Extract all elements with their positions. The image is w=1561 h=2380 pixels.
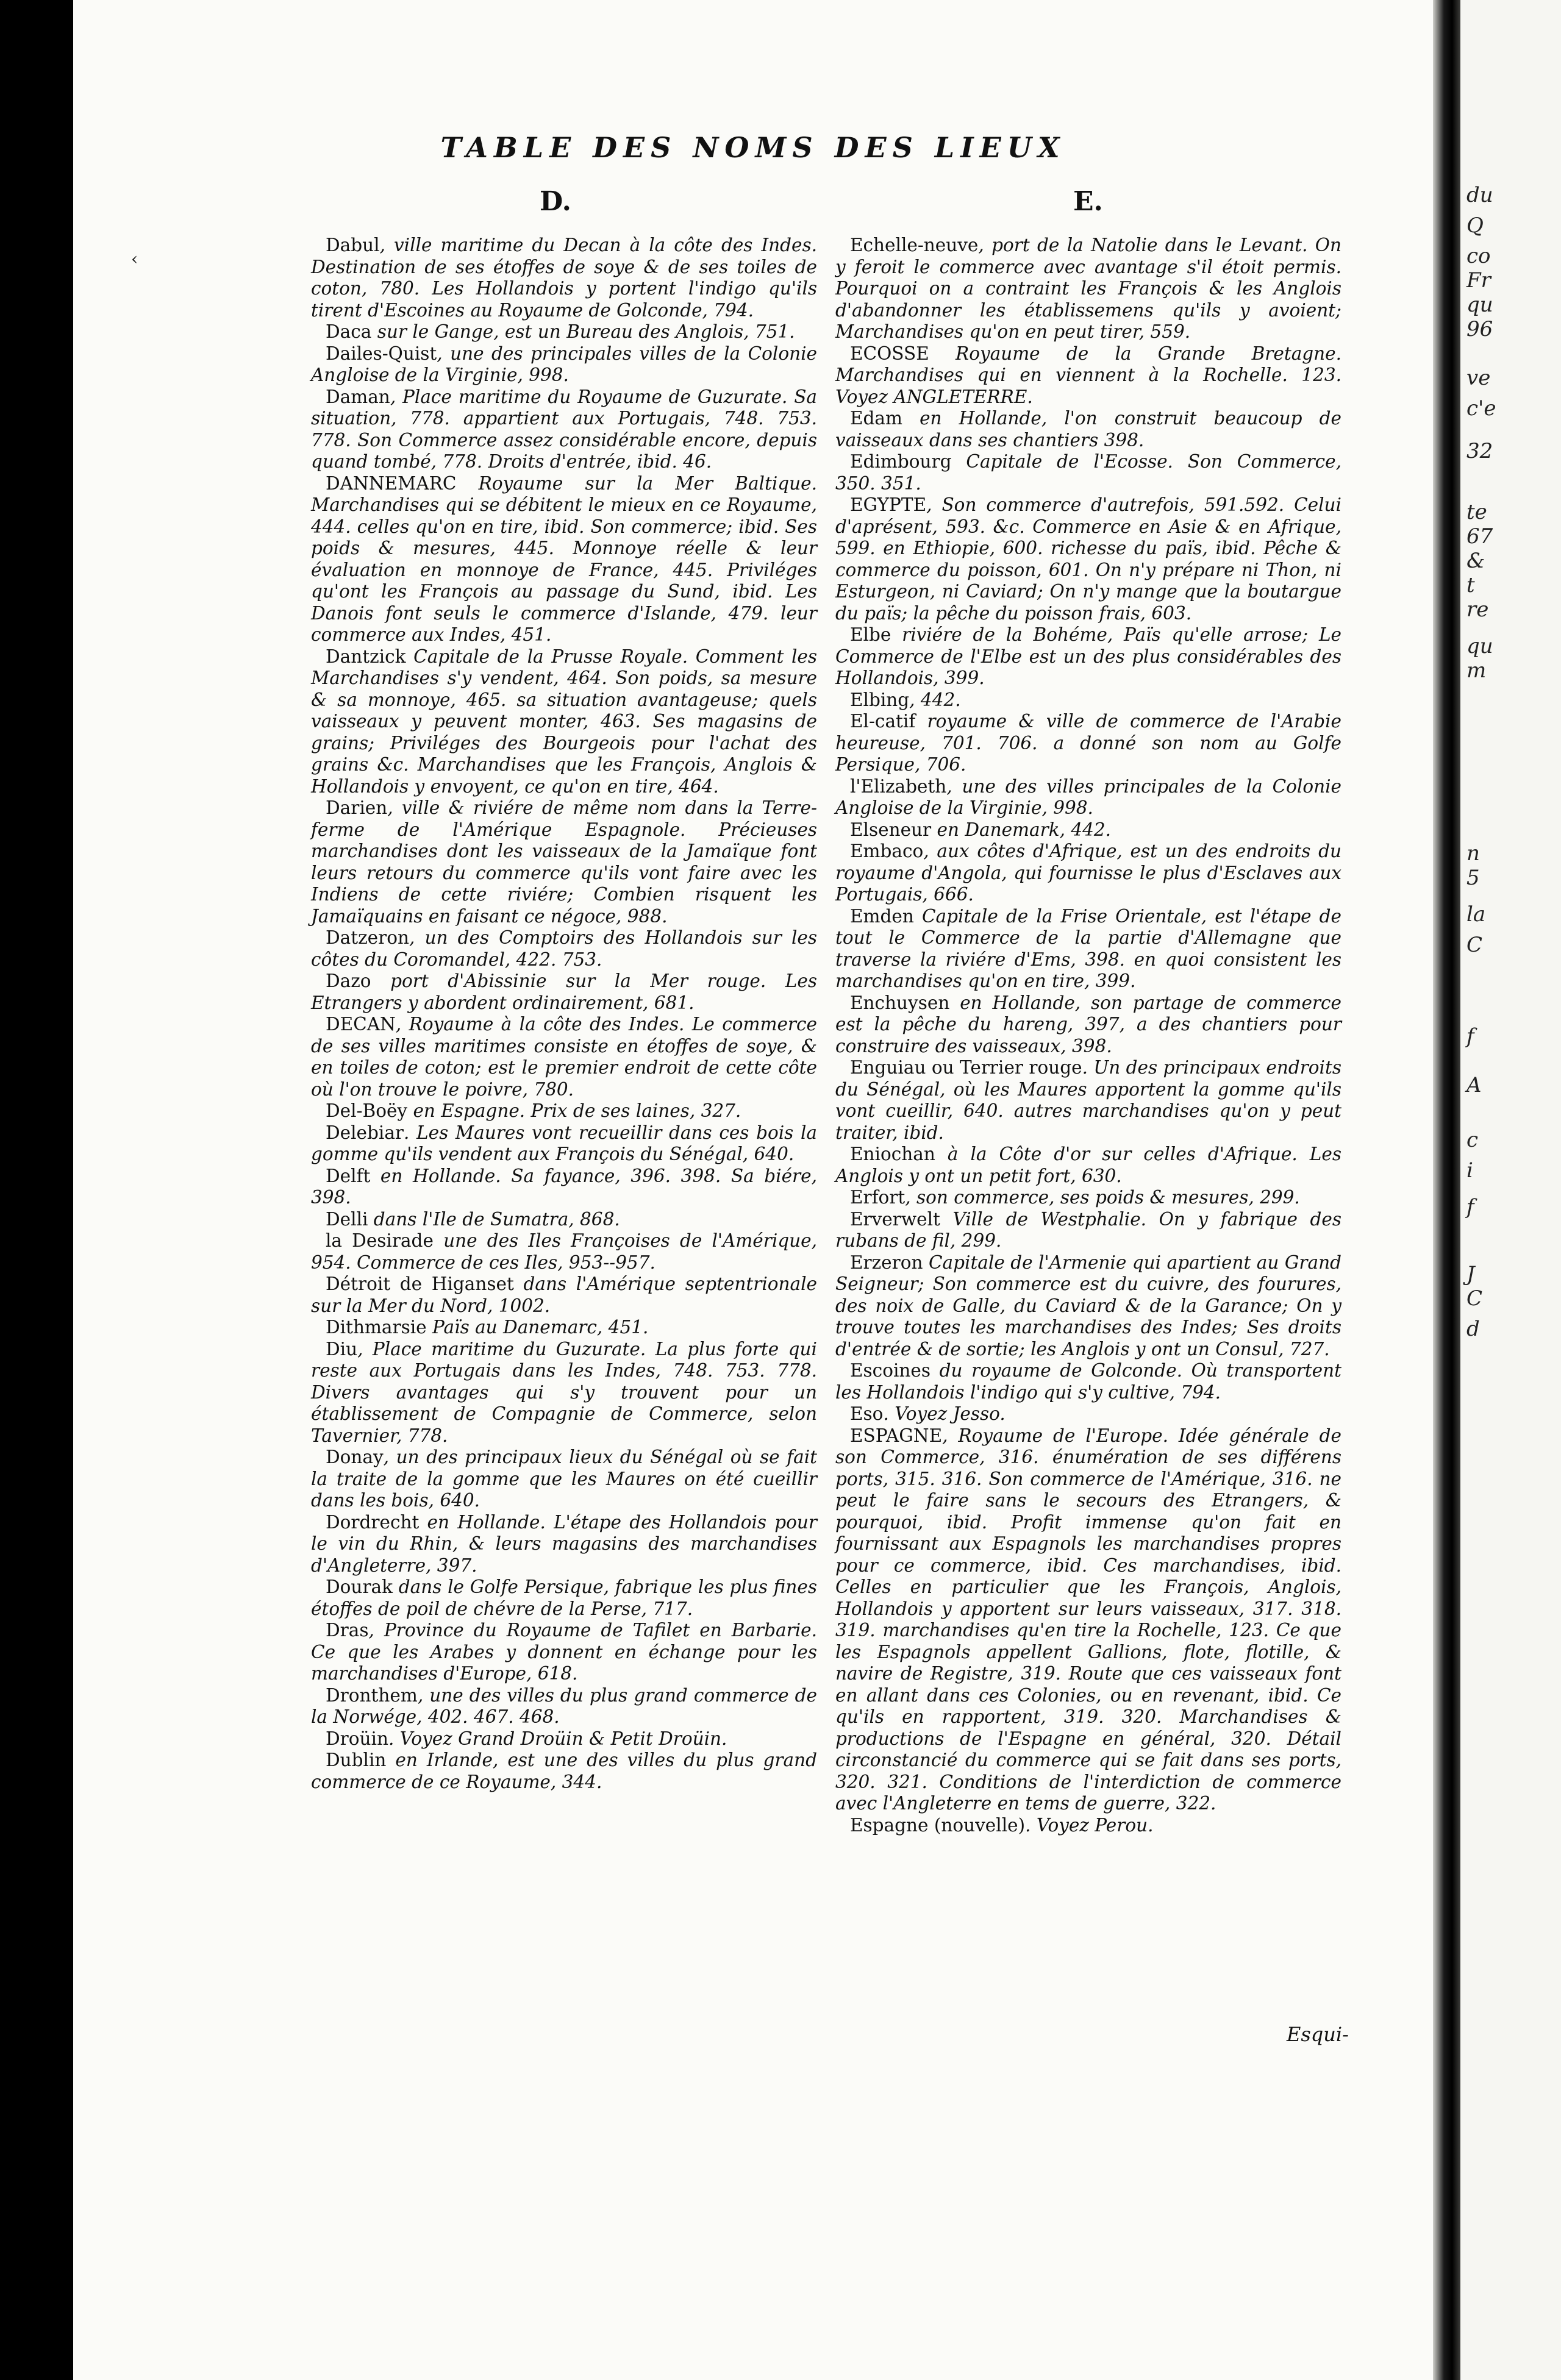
index-entry bbox=[311, 387, 817, 473]
next-page-fragment: c'e bbox=[1466, 396, 1496, 421]
entry-description: , port de la Natolie dans le Levant. On y feroit le commerce avec avantage s'il étoit permis. Pourquoi on a contraint les François & les Anglois d'abandonner les établissemens qu'ils y avoient; Marchandises qu'on en peut tirer, 559. bbox=[835, 235, 1341, 342]
entry-keyword: Dublin bbox=[326, 1750, 387, 1770]
index-column-d bbox=[311, 235, 817, 1793]
entry-description: , une des villes du plus grand commerce de la Norwége, 402. 467. 468. bbox=[311, 1684, 817, 1727]
entry-description: dans le Golfe Persique, fabrique les plus fines étoffes de poil de chévre de la Perse, 717. bbox=[311, 1577, 817, 1619]
entry-description: à la Côte d'or sur celles d'Afrique. Les Anglois y ont un petit fort, 630. bbox=[835, 1144, 1341, 1186]
next-page-edge bbox=[1460, 0, 1561, 2380]
index-entry bbox=[835, 1187, 1341, 1209]
entry-description: en Danemark, 442. bbox=[931, 819, 1112, 840]
next-page-fragment: qu bbox=[1466, 634, 1493, 658]
entry-description: en Espagne. Prix de ses laines, 327. bbox=[407, 1100, 741, 1121]
entry-keyword: Elbing bbox=[850, 689, 910, 710]
entry-description: en Irlande, est une des villes du plus grand commerce de ce Royaume, 344. bbox=[311, 1750, 817, 1792]
index-entry bbox=[835, 841, 1341, 906]
index-entry bbox=[835, 1252, 1341, 1361]
entry-description: , Royaume à la côte des Indes. Le commerce de ses villes maritimes consiste en étoffes de soye, & en toiles de coton; est le premier endroit de cette côte où l'on trouve le poivre, 780. bbox=[311, 1014, 817, 1100]
index-entry bbox=[311, 1166, 817, 1209]
entry-keyword: EGYPTE bbox=[850, 494, 927, 515]
entry-keyword: Dazo bbox=[326, 971, 371, 991]
index-entry bbox=[835, 235, 1341, 343]
entry-description: port d'Abissinie sur la Mer rouge. Les Etrangers y abordent ordinairement, 681. bbox=[311, 971, 817, 1013]
entry-keyword: Echelle-neuve bbox=[850, 235, 979, 255]
index-entry bbox=[835, 992, 1341, 1058]
entry-keyword: Espagne (nouvelle) bbox=[850, 1814, 1026, 1836]
entry-keyword: Delebiar bbox=[326, 1122, 404, 1143]
entry-description: riviére de la Bohéme, Païs qu'elle arrose; Le Commerce de l'Elbe est un des plus considérables des Hollandois, 399. bbox=[835, 624, 1341, 688]
entry-description: Royaume sur la Mer Baltique. Marchandises qui se débitent le mieux en ce Royaume, 444. celles qu'on en tire, ibid. Son commerce; ibid. Ses poids & mesures, 445. Monnoye réelle & leur évaluation en monnoye de France, 445. Priviléges qu'ont les François au passage du Sund, ibid. Les Danois font seuls le commerce d'Islande, 479. leur commerce aux Indes, 451. bbox=[311, 472, 817, 645]
next-page-fragment: Q bbox=[1466, 213, 1484, 238]
next-page-fragment: A bbox=[1466, 1073, 1482, 1097]
entry-description: , un des principaux lieux du Sénégal où se fait la traite de la gomme que les Maures on été cueillir dans les bois, 640. bbox=[311, 1447, 817, 1511]
page-gutter bbox=[1433, 0, 1460, 2380]
entry-description: Capitale de la Prusse Royale. Comment les Marchandises s'y vendent, 464. Son poids, sa mesure & sa monnoye, 465. sa situation avantageuse; quels vaisseaux y peuvent monter, 463. Ses magasins de grains; Priviléges des Bourgeois pour l'achat des grains &c. Marchandises que les François, Anglois & Hollandois y envoyent, ce qu'on en tire, 464. bbox=[311, 646, 817, 797]
next-page-fragment: m bbox=[1466, 658, 1487, 683]
entry-keyword: Daman bbox=[326, 386, 390, 407]
entry-description: une des Iles Françoises de l'Amérique, 954. Commerce de ces Iles, 953--957. bbox=[311, 1230, 817, 1273]
next-page-fragment: n bbox=[1466, 841, 1480, 866]
entry-description: , son commerce, ses poids & mesures, 299. bbox=[905, 1187, 1300, 1208]
running-head: TABLE DES NOMS DES LIEUX bbox=[440, 131, 1066, 164]
next-page-fragment: & bbox=[1466, 549, 1485, 573]
entry-description: , Royaume de l'Europe. Idée générale de son Commerce, 316. énumération de ses différens ports, 315. 316. Son commerce de l'Amérique, 316. ne peut le faire sans le secours des Etrangers, & pourquoi, ibid. Profit immense qu'on fait en fournissant aux Espagnols les marchandises propres pour ce commerce, ibid. Ces marchandises, ibid. Celles en particulier que les François, Anglois, Hollandois y apportent sur leurs vaisseaux, 317. 318. 319. marchandises qu'en tire la Rochelle, 123. Ce que les Espagnols appellent Gallions, flote, flotille, & navire de Registre, 319. Route que ces vaisseaux font en allant dans ces Colonies, ou en revenant, ibid. Ce qu'ils en rapportent, 319. 320. Marchandises & productions de l'Espagne en général, 320. Détail circonstancié du commerce qui se fait dans ses ports, 320. 321. Conditions de l'interdiction de commerce avec l'Angleterre en tems de guerre, 322. bbox=[835, 1425, 1341, 1814]
entry-keyword: Daca bbox=[326, 321, 372, 342]
index-entry bbox=[311, 1447, 817, 1512]
entry-keyword: Dourak bbox=[326, 1577, 393, 1597]
entry-description: en Hollande. Sa fayance, 396. 398. Sa biére, 398. bbox=[311, 1165, 817, 1208]
entry-keyword: ESPAGNE bbox=[850, 1425, 943, 1446]
next-page-fragment: 67 bbox=[1466, 524, 1493, 549]
entry-keyword: Dailes-Quist bbox=[326, 343, 437, 364]
entry-keyword: Delft bbox=[326, 1165, 371, 1186]
entry-description: . Les Maures vont recueillir dans ces bois la gomme qu'ils vendent aux François du Sénégal, 640. bbox=[311, 1122, 817, 1164]
next-page-fragment: f bbox=[1466, 1024, 1474, 1049]
entry-description: dans l'Amérique septentrionale sur la Mer du Nord, 1002. bbox=[311, 1274, 818, 1316]
index-entry bbox=[311, 797, 817, 927]
entry-description: , ville & riviére de même nom dans la Terre-ferme de l'Amérique Espagnole. Précieuses marchandises dont les vaisseaux de la Jamaïque font leurs retours du commerce qu'ils vont faire avec les Indiens de cette riviére; Combien risquent les Jamaïquains en faisant ce négoce, 988. bbox=[311, 797, 817, 927]
entry-keyword: Emden bbox=[850, 905, 914, 927]
entry-keyword: Erverwelt bbox=[850, 1208, 940, 1230]
next-page-fragment: la bbox=[1466, 902, 1486, 927]
index-entry bbox=[835, 1144, 1341, 1187]
next-page-fragment: du bbox=[1466, 183, 1493, 207]
index-entry bbox=[311, 1209, 817, 1231]
entry-description: , aux côtes d'Afrique, est un des endroits du royaume d'Angola, qui fournisse le plus d'Esclaves aux Portugais, 666. bbox=[835, 841, 1341, 905]
index-entry bbox=[311, 1728, 817, 1750]
entry-keyword: Datzeron bbox=[326, 927, 409, 948]
entry-description: Capitale de la Frise Orientale, est l'étape de tout le Commerce de la partie d'Allemagne que traverse la riviére d'Ems, 398. en quoi consistent les marchandises qu'on en tire, 399. bbox=[835, 905, 1341, 991]
entry-keyword: DANNEMARC bbox=[326, 472, 457, 494]
next-page-fragment: re bbox=[1466, 597, 1489, 622]
index-entry bbox=[311, 1620, 817, 1685]
index-entry bbox=[311, 1577, 817, 1620]
next-page-fragment: C bbox=[1466, 1286, 1483, 1311]
index-entry bbox=[835, 624, 1341, 689]
entry-description: , une des villes principales de la Colonie Angloise de la Virginie, 998. bbox=[835, 775, 1341, 818]
catchword: Esqui- bbox=[1287, 2023, 1349, 2046]
entry-keyword: Diu bbox=[326, 1338, 358, 1359]
entry-keyword: Del-Boëy bbox=[326, 1100, 408, 1121]
entry-keyword: Erfort bbox=[850, 1187, 906, 1208]
index-entry bbox=[835, 689, 1341, 711]
entry-keyword: Darien bbox=[326, 797, 388, 818]
entry-description: royaume & ville de commerce de l'Arabie heureuse, 701. 706. a donné son nom au Golfe Persique, 706. bbox=[835, 711, 1341, 775]
next-page-fragment: te bbox=[1466, 500, 1487, 524]
index-entry bbox=[311, 971, 817, 1014]
entry-keyword: Enguiau ou Terrier rouge bbox=[850, 1057, 1082, 1078]
next-page-fragment: c bbox=[1466, 1128, 1479, 1152]
entry-keyword: Dronthem bbox=[326, 1684, 418, 1706]
index-entry bbox=[835, 451, 1341, 494]
entry-keyword: Dras bbox=[326, 1620, 369, 1641]
index-entry bbox=[835, 906, 1341, 992]
entry-description: , Place maritime du Royaume de Guzurate. Sa situation, 778. appartient aux Portugais, 748. 753. 778. Son Commerce assez considérable encore, depuis quand tombé, 778. Droits d'entrée, ibid. 46. bbox=[311, 386, 817, 472]
entry-keyword: DECAN bbox=[326, 1014, 396, 1035]
entry-keyword: Dordrecht bbox=[326, 1511, 420, 1533]
entry-description: Royaume de la Grande Bretagne. Marchandises qui en viennent à la Rochelle. 123. Voyez ANGLETERRE. bbox=[835, 343, 1341, 407]
entry-description: , 442. bbox=[909, 689, 961, 710]
entry-keyword: Eniochan bbox=[850, 1144, 935, 1164]
next-page-fragment: t bbox=[1466, 573, 1475, 597]
index-entry bbox=[311, 1274, 817, 1317]
next-page-fragment: 5 bbox=[1466, 866, 1480, 890]
index-entry bbox=[835, 1057, 1341, 1144]
index-entry bbox=[835, 1209, 1341, 1252]
next-page-fragment: 96 bbox=[1466, 317, 1493, 341]
index-entry bbox=[311, 1512, 817, 1577]
index-entry bbox=[311, 1339, 817, 1447]
entry-description: . Voyez Grand Droüin & Petit Droüin. bbox=[388, 1728, 727, 1749]
index-entry bbox=[311, 1014, 817, 1100]
next-page-fragment: d bbox=[1466, 1317, 1480, 1341]
entry-keyword: Droüin bbox=[326, 1728, 388, 1749]
next-page-fragment: co bbox=[1466, 244, 1491, 268]
index-entry bbox=[311, 1100, 817, 1122]
next-page-fragment: f bbox=[1466, 1195, 1474, 1219]
entry-description: en Hollande. L'étape des Hollandois pour le vin du Rhin, & leurs magasins des marchandises d'Angleterre, 397. bbox=[311, 1511, 817, 1576]
entry-keyword: Dithmarsie bbox=[326, 1317, 427, 1338]
index-entry bbox=[835, 1425, 1341, 1815]
index-entry bbox=[311, 646, 817, 798]
index-entry bbox=[835, 1360, 1341, 1403]
index-entry bbox=[835, 819, 1341, 841]
entry-description: , Place maritime du Guzurate. La plus forte qui reste aux Portugais dans les Indes, 748. 753. 778. Divers avantages qui s'y trouvent pour un établissement de Compagnie de Commerce, selon Tavernier, 778. bbox=[311, 1338, 817, 1446]
index-entry bbox=[311, 235, 817, 321]
entry-keyword: Dabul bbox=[326, 235, 380, 255]
entry-keyword: Elbe bbox=[850, 624, 891, 645]
entry-keyword: Delli bbox=[326, 1208, 368, 1230]
entry-description: , une des principales villes de la Colonie Angloise de la Virginie, 998. bbox=[311, 343, 817, 385]
entry-description: , Son commerce d'autrefois, 591.592. Celui d'aprésent, 593. &c. Commerce en Asie & en Afrique, 599. en Ethiopie, 600. richesse du païs, ibid. Pêche & commerce du poisson, 601. On n'y prépare ni Thon, ni Esturgeon, ni Caviard; On n'y mange que la boutargue du païs; la pêche du poisson frais, 603. bbox=[835, 494, 1341, 624]
index-entry bbox=[835, 776, 1341, 819]
entry-keyword: Détroit de Higanset bbox=[326, 1274, 514, 1294]
entry-description: Ville de Westphalie. On y fabrique des rubans de fil, 299. bbox=[835, 1208, 1341, 1251]
entry-keyword: Edimbourg bbox=[850, 451, 952, 472]
entry-keyword: Dantzick bbox=[326, 646, 406, 667]
entry-description: en Hollande, l'on construit beaucoup de vaisseaux dans ses chantiers 398. bbox=[835, 408, 1341, 451]
entry-description: , Province du Royaume de Tafilet en Barbarie. Ce que les Arabes y donnent en échange pour les marchandises d'Europe, 618. bbox=[311, 1620, 817, 1684]
book-page bbox=[73, 0, 1433, 2380]
section-letter-d: D. bbox=[540, 186, 571, 217]
index-entry bbox=[835, 494, 1341, 624]
entry-keyword: Edam bbox=[850, 408, 902, 429]
index-entry bbox=[835, 343, 1341, 408]
index-entry bbox=[835, 1815, 1341, 1837]
section-letter-e: E. bbox=[1073, 186, 1103, 217]
entry-keyword: l'Elizabeth bbox=[850, 775, 947, 797]
entry-description: . Voyez Perou. bbox=[1025, 1814, 1154, 1836]
index-entry bbox=[311, 343, 817, 387]
index-entry bbox=[311, 1750, 817, 1793]
margin-mark: ‹ bbox=[131, 249, 138, 269]
index-entry bbox=[311, 1230, 817, 1274]
next-page-fragment: J bbox=[1466, 1262, 1475, 1286]
entry-keyword: Erzeron bbox=[850, 1252, 923, 1273]
entry-keyword: Escoines bbox=[850, 1360, 931, 1381]
entry-description: du royaume de Golconde. Où transportent les Hollandois l'indigo qui s'y cultive, 794. bbox=[835, 1360, 1341, 1403]
index-entry bbox=[311, 1122, 817, 1166]
entry-description: . Voyez Jesso. bbox=[883, 1403, 1006, 1424]
index-column-e bbox=[835, 235, 1341, 1836]
index-entry bbox=[835, 408, 1341, 451]
entry-description: . Un des principaux endroits du Sénégal, où les Maures apportent la gomme qu'ils vont cueillir, 640. autres marchandises qu'on y peut traiter, ibid. bbox=[835, 1057, 1341, 1143]
entry-keyword: Embaco bbox=[850, 841, 924, 861]
index-entry bbox=[311, 321, 817, 343]
index-entry bbox=[835, 1403, 1341, 1425]
entry-keyword: Donay bbox=[326, 1447, 384, 1467]
entry-keyword: Enchuysen bbox=[850, 992, 950, 1013]
entry-keyword: Elseneur bbox=[850, 819, 932, 840]
entry-description: dans l'Ile de Sumatra, 868. bbox=[368, 1208, 620, 1230]
index-entry bbox=[311, 927, 817, 971]
next-page-fragment: ve bbox=[1466, 366, 1491, 390]
entry-description: en Hollande, son partage de commerce est la pêche du hareng, 397, a des chantiers pour construire des vaisseaux, 398. bbox=[835, 992, 1341, 1056]
entry-keyword: El-catif bbox=[850, 711, 916, 732]
next-page-fragment: qu bbox=[1466, 293, 1493, 317]
entry-description: Païs au Danemarc, 451. bbox=[426, 1317, 649, 1338]
entry-description: Capitale de l'Armenie qui apartient au Grand Seigneur; Son commerce est du cuivre, des fourures, des noix de Galle, du Caviard & de la Garance; On y trouve toutes les marchandises des Indes; Ses droits d'entrée & de sortie; les Anglois y ont un Consul, 727. bbox=[835, 1252, 1341, 1359]
index-entry bbox=[835, 711, 1341, 776]
entry-keyword: ECOSSE bbox=[850, 343, 929, 364]
next-page-fragment: i bbox=[1466, 1158, 1473, 1183]
next-page-fragment: C bbox=[1466, 933, 1483, 957]
entry-keyword: Eso bbox=[850, 1403, 884, 1424]
entry-description: , un des Comptoirs des Hollandois sur les côtes du Coromandel, 422. 753. bbox=[311, 927, 817, 970]
entry-keyword: la Desirade bbox=[326, 1230, 434, 1251]
index-entry bbox=[311, 1685, 817, 1728]
next-page-fragment: 32 bbox=[1466, 439, 1493, 463]
entry-description: Capitale de l'Ecosse. Son Commerce, 350. 351. bbox=[835, 451, 1341, 494]
entry-description: , ville maritime du Decan à la côte des Indes. Destination de ses étoffes de soye & de ses toiles de coton, 780. Les Hollandois y portent l'indigo qu'ils tirent d'Escoines au Royaume de Golconde, 794. bbox=[311, 235, 817, 321]
entry-description: sur le Gange, est un Bureau des Anglois, 751. bbox=[371, 321, 795, 342]
index-entry bbox=[311, 473, 817, 646]
index-entry bbox=[311, 1317, 817, 1339]
next-page-fragment: Fr bbox=[1466, 268, 1491, 293]
